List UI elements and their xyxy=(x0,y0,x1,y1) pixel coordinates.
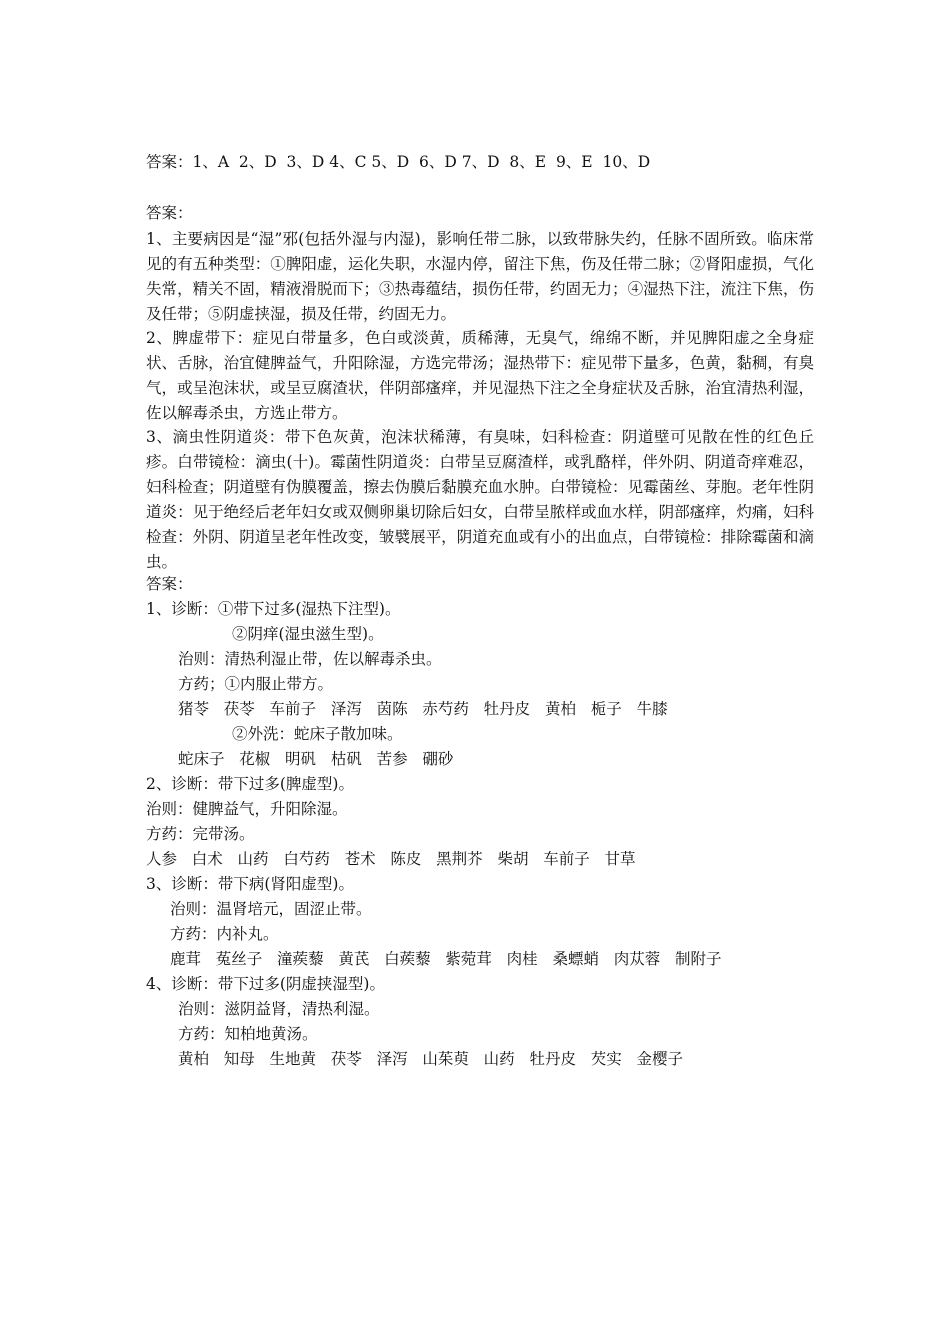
case1-diagnosis-2: ②阴痒(湿虫滋生型)。 xyxy=(232,625,384,643)
case4-herb-list: 黄柏 知母 生地黄 茯苓 泽泻 山茱萸 山药 牡丹皮 芡实 金樱子 xyxy=(178,1050,684,1068)
short-answer-2-text: 2、脾虚带下：症见白带量多，色白或淡黄，质稀薄，无臭气，绵绵不断，并见脾阳虚之全身症状、舌脉，治宜健脾益气，升阳除湿，方选完带汤；湿热带下：症见带下量多，色黄，黏稠，有臭气，或呈泡沫状，或呈豆腐渣状，伴阴部瘙痒，并见湿热下注之全身症状及舌脉，治宜清热利湿，佐以解毒杀虫，方选止带方。 xyxy=(146,329,814,422)
case3-prescription: 方药：内补丸。 xyxy=(170,925,279,943)
case2-treatment-rule: 治则：健脾益气，升阳除湿。 xyxy=(146,800,348,818)
case3-treatment-rule: 治则：温肾培元，固涩止带。 xyxy=(170,900,372,918)
case3-diagnosis: 3、诊断：带下病(肾阳虚型)。 xyxy=(146,875,354,893)
case1-prescription: 方药；①内服止带方。 xyxy=(178,675,334,693)
short-answer-1-text: 1、主要病因是“湿”邪(包括外湿与内湿)，影响任带二脉，以致带脉失约，任脉不固所致。临床常见的有五种类型：①脾阳虚，运化失职，水湿内停，留注下焦，伤及任带二脉；②肾阳虚损，气化失常，精关不固，精液滑脱而下；③热毒蕴结，损伤任带，约固无力；④湿热下注，流注下焦，伤及任带；⑤阴虚挟湿，损及任带，约固无力。 xyxy=(146,230,814,323)
case1-wash-herb-list: 蛇床子 花椒 明矾 枯矾 苦参 硼砂 xyxy=(178,750,454,768)
short-answers-heading: 答案： xyxy=(146,204,193,222)
case1-herb-list: 猪苓 茯苓 车前子 泽泻 茵陈 赤芍药 牡丹皮 黄柏 栀子 牛膝 xyxy=(178,700,668,718)
case4-prescription: 方药：知柏地黄汤。 xyxy=(178,1025,318,1043)
case1-external-wash: ②外洗：蛇床子散加味。 xyxy=(232,725,403,743)
short-answer-3 xyxy=(146,425,814,575)
case3-herb-list: 鹿茸 菟丝子 潼蒺藜 黄芪 白蒺藜 紫菀茸 肉桂 桑螵蛸 肉苁蓉 制附子 xyxy=(170,950,722,968)
case1-diagnosis: 1、诊断：①带下过多(湿热下注型)。 xyxy=(146,600,401,618)
cases-heading: 答案： xyxy=(146,575,193,593)
case1-treatment-rule: 治则：清热利湿止带，佐以解毒杀虫。 xyxy=(178,650,442,668)
case4-treatment-rule: 治则：滋阴益肾，清热利湿。 xyxy=(178,1000,380,1018)
short-answer-1 xyxy=(146,227,814,327)
short-answer-3-text: 3、滴虫性阴道炎：带下色灰黄，泡沫状稀薄，有臭味，妇科检查：阴道壁可见散在性的红色丘疹。白带镜检：滴虫(十)。霉菌性阴道炎：白带呈豆腐渣样，或乳酪样，伴外阴、阴道奇痒难忍，妇科检查；阴道壁有伪膜覆盖，擦去伪膜后黏膜充血水肿。白带镜检：见霉菌丝、芽胞。老年性阴道炎：见于绝经后老年妇女或双侧卵巢切除后妇女，白带呈脓样或血水样，阴部瘙痒，灼痛，妇科检查：外阴、阴道呈老年性改变，皱襞展平，阴道充血或有小的出血点，白带镜检：排除霉菌和滴虫。 xyxy=(146,428,814,571)
short-answer-2 xyxy=(146,326,814,426)
case2-herb-list: 人参 白术 山药 白芍药 苍术 陈皮 黑荆芥 柴胡 车前子 甘草 xyxy=(146,850,636,868)
case4-diagnosis: 4、诊断：带下过多(阴虚挟湿型)。 xyxy=(146,975,385,993)
case2-diagnosis: 2、诊断：带下过多(脾虚型)。 xyxy=(146,775,354,793)
mc-answers-line: 答案：1、A 2、D 3、D 4、C 5、D 6、D 7、D 8、E 9、E 10、D xyxy=(146,153,651,171)
case2-prescription: 方药：完带汤。 xyxy=(146,825,255,843)
